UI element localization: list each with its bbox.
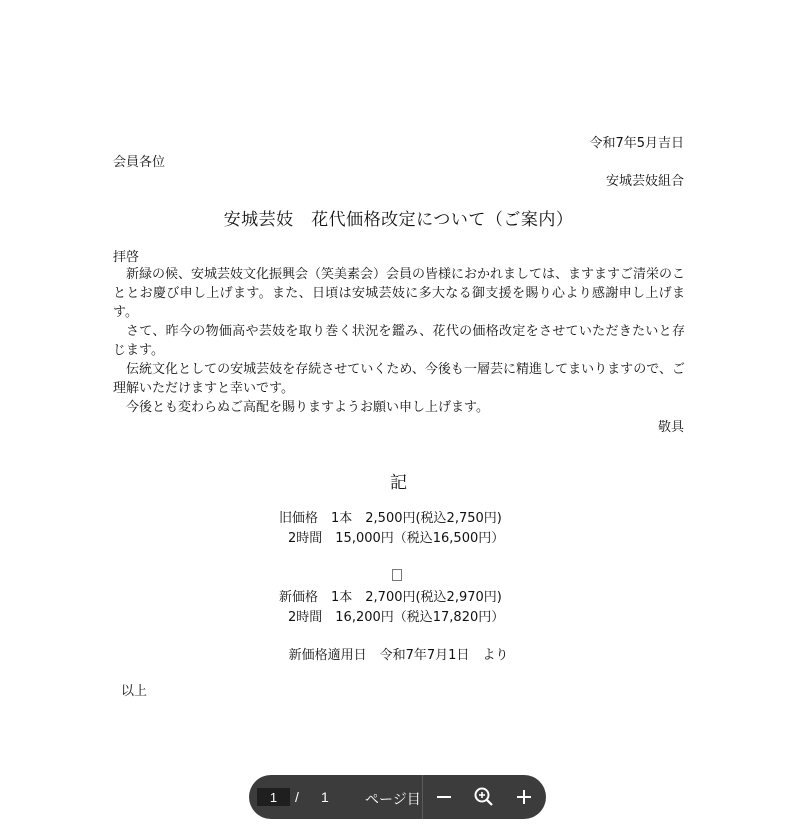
closing-word: 敬具 bbox=[657, 420, 684, 435]
ki-heading: 記 bbox=[390, 473, 407, 493]
body-paragraph: 今後とも変わらぬご高配を賜りますようお願い申し上げます。 bbox=[126, 400, 489, 415]
new-price-block bbox=[279, 588, 504, 628]
page-separator: / bbox=[295, 789, 299, 805]
document-date: 令和7年5月吉日 bbox=[589, 136, 684, 151]
magnifier-icon bbox=[473, 786, 495, 808]
zoom-reset-button[interactable] bbox=[472, 785, 496, 809]
body-paragraph: さて、昨今の物価高や芸妓を取り巻く状況を鑑み、花代の価格改定をさせていただきたいと存じます。 bbox=[113, 324, 685, 358]
new-price-2h-line: 2時間 16,200円（税込17,820円） bbox=[288, 610, 505, 625]
page-number-input[interactable] bbox=[257, 788, 290, 806]
zoom-in-button[interactable] bbox=[512, 785, 536, 809]
body-paragraph: 伝統文化としての安城芸妓を存続させていくため、今後も一層芸に精進してまいりますので、ご理解いただけますと幸いです。 bbox=[113, 362, 685, 396]
body-paragraph: 新緑の候、安城芸妓文化振興会（笑美素会）会員の皆様におかれましては、ますますご清栄のこととお慶び申し上げます。また、日頃は安城芸妓に多大なる御支援を賜り心より感謝申し上げます。 bbox=[113, 267, 686, 320]
new-price-line: 新価格 1本 2,700円(税込2,970円) bbox=[279, 590, 502, 605]
old-price-line: 旧価格 1本 2,500円(税込2,750円) bbox=[279, 511, 502, 526]
greeting: 拝啓 bbox=[113, 250, 140, 265]
document-title: 安城芸妓 花代価格改定について（ご案内） bbox=[223, 210, 574, 230]
old-price-block bbox=[279, 509, 504, 549]
pdf-viewer-toolbar bbox=[249, 775, 546, 819]
effective-date-line: 新価格適用日 令和7年7月1日 より bbox=[288, 648, 509, 663]
total-pages: 1 bbox=[321, 789, 329, 805]
toolbar-divider bbox=[422, 775, 423, 819]
ijo-closing: 以上 bbox=[121, 684, 148, 699]
old-price-2h-line: 2時間 15,000円（税込16,500円） bbox=[288, 531, 505, 546]
letter-body bbox=[113, 265, 685, 417]
missing-glyph-box bbox=[392, 569, 402, 581]
plus-icon bbox=[514, 787, 534, 807]
page-mode-label[interactable]: ページ目 bbox=[365, 792, 421, 808]
zoom-out-button[interactable] bbox=[432, 785, 456, 809]
recipient-line: 会員各位 bbox=[113, 155, 166, 170]
sender-line: 安城芸妓組合 bbox=[605, 174, 684, 189]
minus-icon bbox=[434, 787, 454, 807]
